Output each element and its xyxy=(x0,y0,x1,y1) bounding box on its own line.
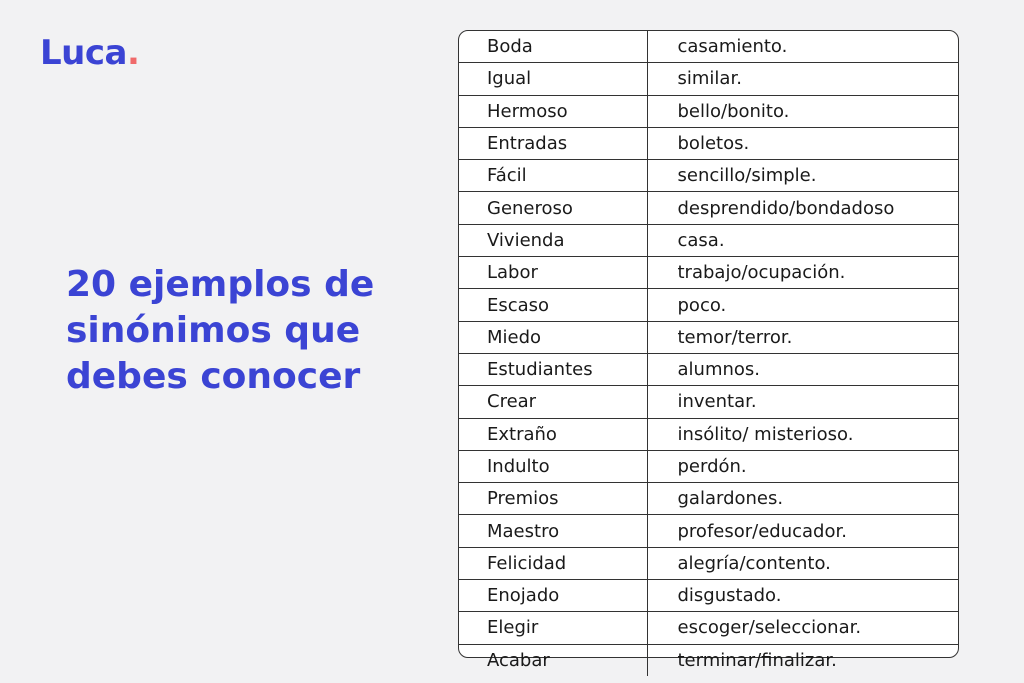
table-row xyxy=(459,257,958,289)
synonyms-table-body xyxy=(459,31,958,676)
luca-logo xyxy=(40,33,140,73)
table-row xyxy=(459,580,958,612)
word-cell: Estudiantes xyxy=(459,353,647,385)
table-row xyxy=(459,224,958,256)
word-cell: Generoso xyxy=(459,192,647,224)
table-row xyxy=(459,192,958,224)
synonym-cell: similar. xyxy=(647,63,958,95)
synonym-cell: temor/terror. xyxy=(647,321,958,353)
table-row xyxy=(459,515,958,547)
word-cell: Miedo xyxy=(459,321,647,353)
word-cell: Hermoso xyxy=(459,95,647,127)
synonym-cell: escoger/seleccionar. xyxy=(647,612,958,644)
word-cell: Escaso xyxy=(459,289,647,321)
table-row xyxy=(459,63,958,95)
title-line-1: 20 ejemplos de xyxy=(66,264,375,305)
word-cell: Maestro xyxy=(459,515,647,547)
table-row xyxy=(459,612,958,644)
synonym-cell: desprendido/bondadoso xyxy=(647,192,958,224)
title-line-2: sinónimos que xyxy=(66,310,361,351)
synonym-cell: terminar/finalizar. xyxy=(677,649,837,671)
table-row xyxy=(459,483,958,515)
word-cell: Indulto xyxy=(459,450,647,482)
table-row xyxy=(459,160,958,192)
synonym-cell: sencillo/simple. xyxy=(647,160,958,192)
word-cell: Igual xyxy=(459,63,647,95)
table-row xyxy=(459,127,958,159)
word-cell: Entradas xyxy=(459,127,647,159)
table-row xyxy=(459,644,958,676)
table-row xyxy=(459,31,958,63)
word-cell: Boda xyxy=(459,31,647,63)
synonym-cell: inventar. xyxy=(647,386,958,418)
synonym-cell: disgustado. xyxy=(647,580,958,612)
logo-dot: . xyxy=(126,33,140,73)
synonym-cell: alumnos. xyxy=(647,353,958,385)
synonym-cell: profesor/educador. xyxy=(647,515,958,547)
synonym-cell: poco. xyxy=(647,289,958,321)
word-cell: Labor xyxy=(459,257,647,289)
table-row xyxy=(459,289,958,321)
table-row xyxy=(459,353,958,385)
table-row xyxy=(459,386,958,418)
table-row xyxy=(459,450,958,482)
logo-text: Luca xyxy=(40,33,127,73)
word-cell: Fácil xyxy=(459,160,647,192)
synonym-cell: galardones. xyxy=(647,483,958,515)
synonym-cell: perdón. xyxy=(647,450,958,482)
synonym-cell: casamiento. xyxy=(647,31,958,63)
synonyms-table xyxy=(458,30,959,671)
table-row xyxy=(459,95,958,127)
table-row xyxy=(459,547,958,579)
synonym-cell: casa. xyxy=(647,224,958,256)
word-cell: Acabar xyxy=(459,644,647,676)
word-cell: Premios xyxy=(459,483,647,515)
synonym-cell: trabajo/ocupación. xyxy=(647,257,958,289)
word-cell: Extraño xyxy=(459,418,647,450)
title-line-3: debes conocer xyxy=(66,356,361,397)
word-cell: Crear xyxy=(459,386,647,418)
table-row xyxy=(459,321,958,353)
synonym-cell: boletos. xyxy=(647,127,958,159)
synonym-cell: alegría/contento. xyxy=(647,547,958,579)
table-row xyxy=(459,418,958,450)
word-cell: Enojado xyxy=(459,580,647,612)
synonym-cell: insólito/ misterioso. xyxy=(647,418,958,450)
page-title xyxy=(66,262,426,400)
word-cell: Felicidad xyxy=(459,547,647,579)
synonym-cell: bello/bonito. xyxy=(647,95,958,127)
word-cell: Vivienda xyxy=(459,224,647,256)
word-cell: Elegir xyxy=(459,612,647,644)
